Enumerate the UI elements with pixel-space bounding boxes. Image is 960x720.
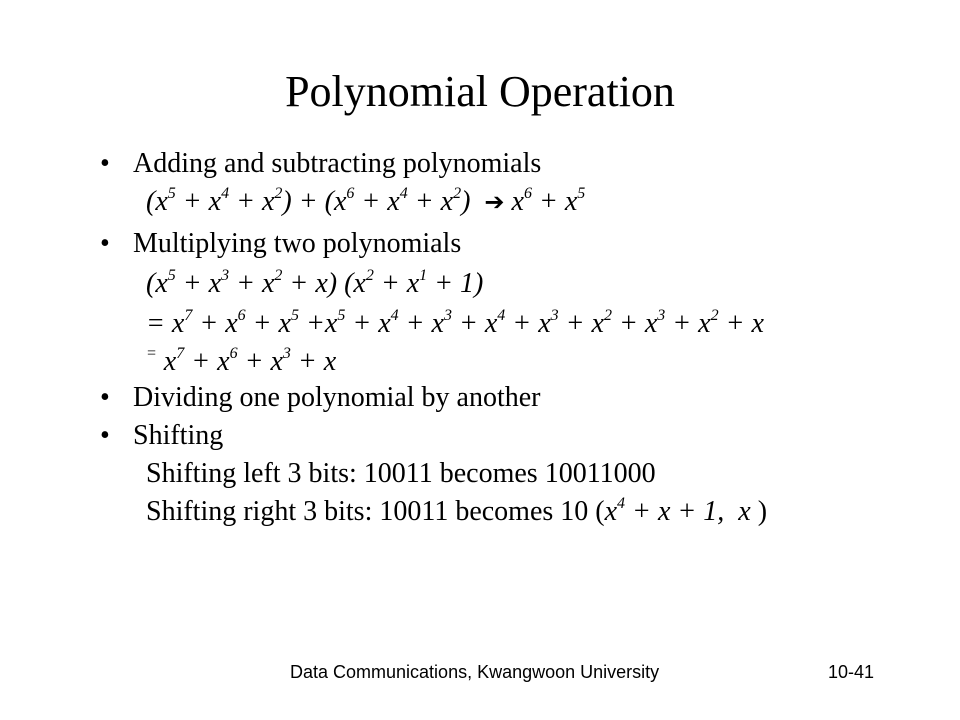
bullet-dot: • [100,382,110,413]
footer-source: Data Communications, Kwangwoon University [290,662,660,682]
bullet-multiplying [100,226,461,262]
bullet-shifting [100,418,223,454]
shifting-left-line: Shifting left 3 bits: 10011 becomes 10011000 [146,458,656,489]
right-arrow-icon: ➔ [484,188,505,216]
bullet-dot: • [100,228,110,259]
equation-result: = $x^7 + x^6 + x^3 + x$ [146,345,337,377]
bullet-shifting-label: Shifting [133,420,224,451]
footer-page-number: 10-41 [828,662,875,682]
bullet-dividing [100,380,541,416]
bullet-dividing-label: Dividing one polynomial by another [133,382,541,413]
bullet-adding [100,146,541,182]
shifting-right-text: Shifting right 3 bits: 10011 becomes 10 ( [146,496,605,527]
bullet-multiplying-label: Multiplying two polynomials [133,228,462,259]
bullet-adding-label: Adding and subtracting polynomials [133,148,542,179]
bullet-dot: • [100,148,110,179]
shifting-right-math: $x^4 + x + 1$, x [604,495,758,527]
equation-expansion: = $x^7 + x^6 + x^5 +x^5 + x^4 + x^3 + x^4 + x^3 + x^2 + x^3 + x^2 + x$ [146,307,764,339]
bullet-dot: • [100,420,110,451]
equation-addition: $(x^5 + x^4 + x^2) + (x^6 + x^4 + x^2)$ ➔ $x^6 + x^5$ [146,185,586,217]
shifting-right-line: Shifting right 3 bits: 10011 becomes 10 ($x^4 + x + 1$, x ) [146,495,768,527]
equation-multiplication: $(x^5 + x^3 + x^2 + x) (x^2 + x^1 + 1)$ [146,267,484,299]
slide-title: Polynomial Operation [285,67,675,116]
